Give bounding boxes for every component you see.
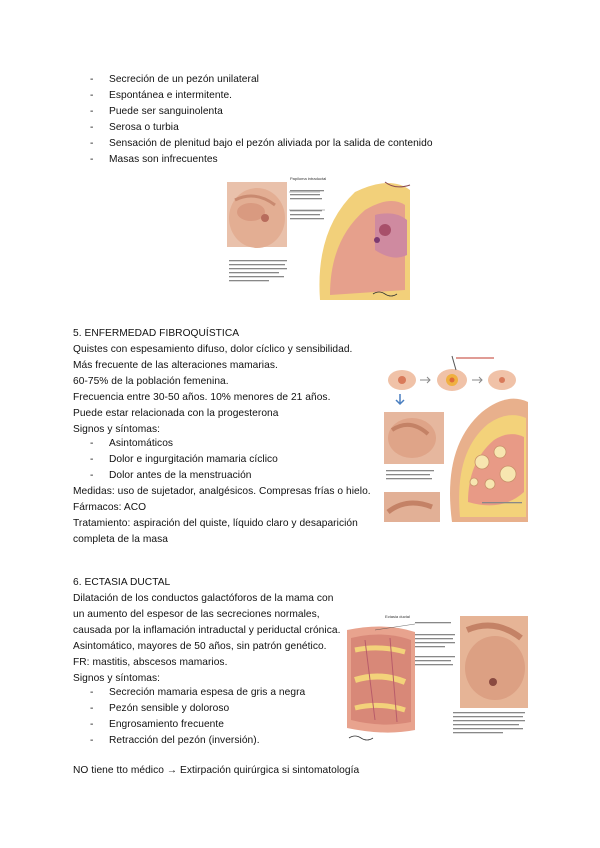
bullet-text: Espontánea e intermitente. — [109, 90, 233, 101]
paragraph-line: Quistes con espesamiento difuso, dolor cíclico y sensibilidad. — [73, 344, 353, 355]
paragraph-line: Signos y síntomas: — [73, 673, 160, 684]
bullet-text: Secreción mamaria espesa de gris a negra — [109, 687, 306, 698]
bullet-dash: - — [90, 106, 94, 117]
bullet-dash: - — [90, 122, 94, 133]
bullet-dash: - — [90, 154, 94, 165]
paragraph-line: Medidas: uso de sujetador, analgésicos. Compresas frías o hielo. — [73, 486, 371, 497]
paragraph-line: Más frecuente de las alteraciones mamarias. — [73, 360, 278, 371]
figure-title: Papiloma intraductal — [290, 176, 327, 181]
bullet-dash: - — [90, 703, 94, 714]
bullet-dash: - — [90, 438, 94, 449]
figure-title: Ectasia ductal — [385, 614, 410, 619]
paragraph-line: FR: mastitis, abscesos mamarios. — [73, 657, 228, 668]
paragraph-line: Asintomático, mayores de 50 años, sin patrón genético. — [73, 641, 327, 652]
paragraph-line: completa de la masa — [73, 534, 168, 545]
paragraph-line: causada por la inflamación intraductal y periductal crónica. — [73, 625, 341, 636]
bullet-text: Sensación de plenitud bajo el pezón aliviada por la salida de contenido — [109, 138, 433, 149]
paragraph-line: Puede estar relacionada con la progesterona — [73, 408, 279, 419]
bullet-dash: - — [90, 687, 94, 698]
section-heading: 5. ENFERMEDAD FIBROQUÍSTICA — [73, 328, 240, 339]
bullet-dash: - — [90, 735, 94, 746]
bullet-text: Asintomáticos — [109, 438, 174, 449]
paragraph-line: Signos y síntomas: — [73, 424, 160, 435]
bullet-dash: - — [90, 138, 94, 149]
paragraph-line: Dilatación de los conductos galactóforos de la mama con — [73, 593, 334, 604]
bullet-text: Pezón sensible y doloroso — [109, 703, 230, 714]
bullet-text: Masas son infrecuentes — [109, 154, 218, 165]
paragraph-line: Frecuencia entre 30-50 años. 10% menores de 21 años. — [73, 392, 331, 403]
paragraph-line: un aumento del espesor de las secreciones normales, — [73, 609, 320, 620]
bullet-dash: - — [90, 74, 94, 85]
bullet-text: Dolor e ingurgitación mamaria cíclico — [109, 454, 278, 465]
bullet-text: Puede ser sanguinolenta — [109, 106, 223, 117]
enfermedad-fibroquistica-illustration — [382, 352, 530, 524]
bullet-text: Engrosamiento frecuente — [109, 719, 224, 730]
bullet-dash: - — [90, 454, 94, 465]
bullet-dash: - — [90, 719, 94, 730]
footer-note: NO tiene tto médico → Extirpación quirúrgica si sintomatología — [73, 765, 360, 776]
bullet-dash: - — [90, 90, 94, 101]
paragraph-line: Tratamiento: aspiración del quiste, líquido claro y desaparición — [73, 518, 358, 529]
paragraph-line: Fármacos: ACO — [73, 502, 147, 513]
bullet-dash: - — [90, 470, 94, 481]
bullet-text: Serosa o turbia — [109, 122, 179, 133]
section-heading: 6. ECTASIA DUCTAL — [73, 577, 171, 588]
bullet-text: Dolor antes de la menstruación — [109, 470, 252, 481]
bullet-text: Retracción del pezón (inversión). — [109, 735, 260, 746]
paragraph-line: 60-75% de la población femenina. — [73, 376, 229, 387]
papiloma-intraductal-illustration — [225, 170, 415, 305]
bullet-text: Secreción de un pezón unilateral — [109, 74, 259, 85]
ectasia-ductal-illustration — [345, 610, 530, 748]
